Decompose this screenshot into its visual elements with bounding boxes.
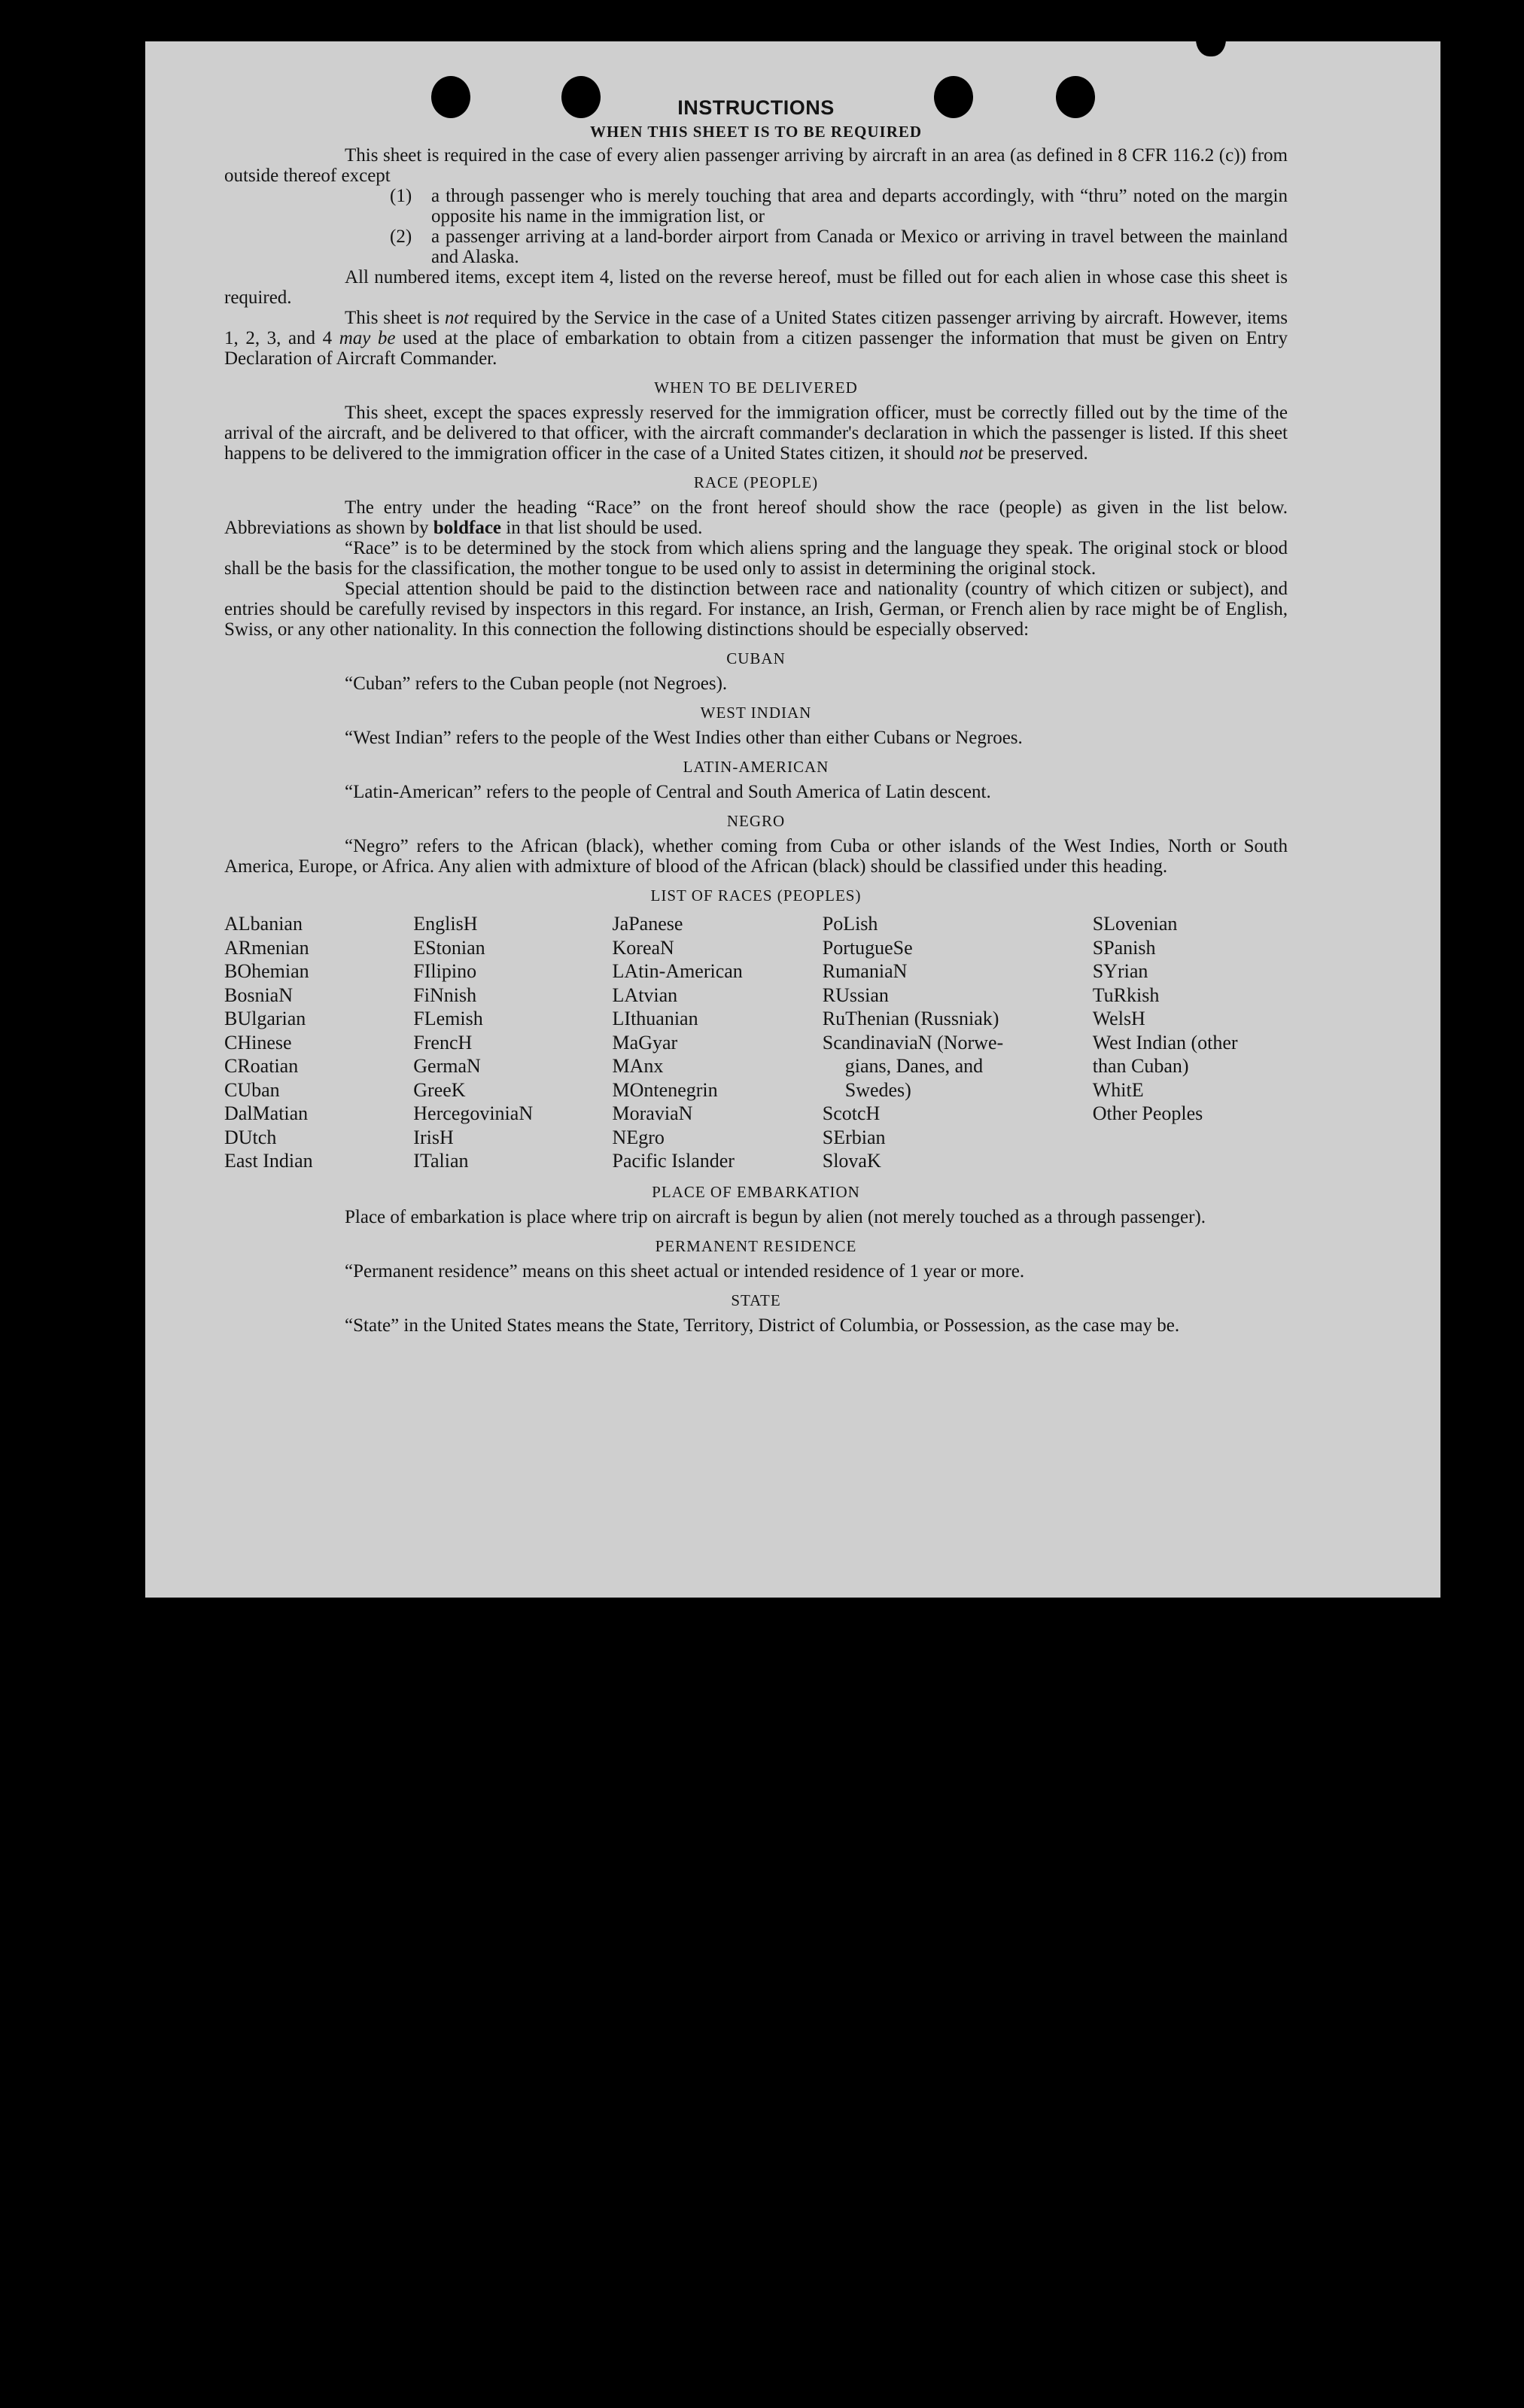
race-entry: LAtvian (612, 984, 678, 1006)
race-entry: FrencH (413, 1031, 473, 1054)
punch-hole (934, 76, 973, 118)
page-title: INSTRUCTIONS (677, 96, 835, 119)
race-entry: MOntenegrin (612, 1078, 718, 1101)
list-text: a passenger arriving at a land-border airport from Canada or Mexico or arriving in travel between the mainland and Alaska. (431, 227, 1288, 267)
paragraph: “Cuban” refers to the Cuban people (not Negroes). (345, 673, 728, 694)
races-column (823, 912, 1093, 1173)
race-entry: FIlipino (413, 960, 477, 982)
race-entry: PortugueSe (822, 936, 913, 959)
heading-races-list: LIST OF RACES (PEOPLES) (650, 886, 862, 905)
races-column (413, 912, 612, 1173)
text-run: This sheet, except the spaces expressly reserved for the immigration officer, must be correctly filled out by the time of the arrival of the aircraft, and be delivered to that officer, with the aircraft commander's declaration in which the passenger is listed. If this sheet happens to be delivered to the immigration officer in the case of a United States citizen, it should (224, 403, 1288, 464)
paragraph: Special attention should be paid to the distinction between race and nationality (country of which citizen or subject), and entries should be carefully revised by inspectors in this regard. For instance, an Irish, German, or French alien by race might be of English, Swiss, or any other nationality. In this connection the following distinctions should be especially observed: (224, 579, 1288, 640)
race-entry: ITalian (413, 1150, 469, 1172)
race-entry-continuation: Swedes) (844, 1078, 911, 1101)
race-entry: PoLish (822, 913, 878, 935)
list-text: a through passenger who is merely touching that area and departs accordingly, with “thru” noted on the margin opposite his name in the immigration list, or (431, 186, 1288, 227)
race-entry: JaPanese (612, 913, 683, 935)
paragraph: “Negro” refers to the African (black), whether coming from Cuba or other islands of the West Indies, North or South America, Europe, or Africa. Any alien with admixture of blood of the African (black) should be classified under this heading. (224, 836, 1288, 877)
punch-hole (561, 76, 601, 118)
race-entry: CRoatian (224, 1055, 299, 1077)
paragraph (224, 403, 1288, 464)
race-entry: GermaN (413, 1055, 481, 1077)
text-run: in that list should be used. (501, 518, 703, 538)
race-entry: MoraviaN (612, 1102, 693, 1124)
race-entry: ALbanian (224, 913, 303, 935)
bold-text: boldface (433, 518, 502, 538)
heading-embarkation: PLACE OF EMBARKATION (652, 1182, 860, 1201)
races-list (224, 912, 1288, 1173)
paragraph: “Latin-American” refers to the people of Central and South America of Latin descent. (345, 782, 991, 802)
list-number: (2) (390, 227, 412, 247)
heading-cuban: CUBAN (726, 649, 786, 667)
race-entry: SYrian (1092, 960, 1148, 982)
race-entry: LIthuanian (612, 1008, 698, 1029)
race-entry: BosniaN (224, 984, 293, 1006)
race-entry: West Indian (other (1092, 1031, 1238, 1054)
race-entry: EStonian (413, 936, 485, 959)
document-sheet (145, 41, 1440, 1598)
paragraph (224, 308, 1288, 369)
text-run: The entry under the heading “Race” on the front hereof should show the race (people) as given in the list below. Abbreviations as shown by (224, 497, 1288, 538)
list-item (224, 186, 1288, 227)
text-run: used at the place of embarkation to obtain from a citizen passenger the information that must be given on Entry Declaration of Aircraft Commander. (224, 328, 1288, 369)
race-entry: BUlgarian (224, 1008, 306, 1029)
race-entry: HercegoviniaN (413, 1102, 534, 1124)
race-entry: WelsH (1092, 1008, 1145, 1029)
corner-tear (1196, 19, 1226, 56)
heading-delivered: WHEN TO BE DELIVERED (654, 379, 858, 397)
race-entry: TuRkish (1092, 984, 1160, 1006)
race-entry: FiNnish (413, 984, 477, 1006)
paragraph (224, 497, 1288, 538)
heading-residence: PERMANENT RESIDENCE (655, 1236, 857, 1255)
race-entry: RumaniaN (822, 960, 908, 982)
heading-latin-american: LATIN-AMERICAN (683, 758, 829, 776)
text-run: required by the Service in the case of a United States citizen passenger arriving by aircraft. However, items 1, 2, 3, and 4 (224, 308, 1288, 348)
race-entry: RuThenian (Russniak) (822, 1008, 999, 1029)
race-entry: ARmenian (224, 936, 309, 959)
race-entry: FLemish (413, 1008, 483, 1029)
paragraph: “West Indian” refers to the people of the West Indies other than either Cubans or Negroes. (345, 728, 1023, 748)
race-entry: SErbian (822, 1126, 886, 1148)
race-entry: DalMatian (224, 1102, 309, 1124)
paragraph: All numbered items, except item 4, listed on the reverse hereof, must be filled out for each alien in whose case this sheet is required. (224, 267, 1288, 308)
races-column (224, 912, 413, 1173)
paragraph: “Permanent residence” means on this sheet actual or intended residence of 1 year or more. (345, 1260, 1025, 1282)
race-entry: DUtch (224, 1126, 277, 1148)
italic-text: not (959, 443, 984, 464)
race-entry: LAtin-American (612, 960, 743, 982)
race-entry: Pacific Islander (612, 1150, 735, 1172)
race-entry: MAnx (612, 1055, 664, 1077)
heading-race: RACE (PEOPLE) (693, 473, 819, 491)
text-run: This sheet is (345, 308, 445, 328)
race-entry: RUssian (822, 984, 889, 1006)
italic-text: may be (339, 328, 396, 348)
race-entry: SLovenian (1092, 913, 1178, 935)
race-entry: ScandinaviaN (Norwe- (822, 1031, 1004, 1054)
race-entry: MaGyar (612, 1031, 678, 1054)
paragraph: “State” in the United States means the State, Territory, District of Columbia, or Possession, as the case may be. (345, 1315, 1180, 1336)
race-entry: SPanish (1092, 936, 1156, 959)
race-entry: SlovaK (822, 1150, 881, 1172)
race-entry: East Indian (224, 1150, 313, 1172)
heading-negro: NEGRO (726, 812, 786, 830)
paragraph: Place of embarkation is place where trip on aircraft is begun by alien (not merely touched as a through passenger). (345, 1206, 1206, 1227)
italic-text: not (444, 308, 469, 328)
race-entry: IrisH (413, 1126, 454, 1148)
race-entry-continuation: than Cuban) (1092, 1055, 1189, 1077)
heading-west-indian: WEST INDIAN (700, 704, 812, 722)
race-entry: NEgro (612, 1126, 665, 1148)
race-entry: BOhemian (224, 960, 309, 982)
race-entry: Other Peoples (1092, 1102, 1203, 1124)
punch-hole (1056, 76, 1095, 118)
list-number: (1) (390, 186, 412, 206)
text-run: be preserved. (983, 443, 1088, 464)
punch-hole (431, 76, 470, 118)
race-entry: WhitE (1092, 1078, 1144, 1101)
race-entry: CHinese (224, 1031, 292, 1054)
list-item (224, 227, 1288, 267)
race-entry-continuation: gians, Danes, and (844, 1055, 984, 1077)
races-column (1093, 912, 1288, 1173)
race-entry: EnglisH (413, 913, 478, 935)
races-column (613, 912, 823, 1173)
paragraph: This sheet is required in the case of every alien passenger arriving by aircraft in an area (as defined in 8 CFR 116.2 (c)) from outside thereof except (224, 145, 1288, 186)
race-entry: CUban (224, 1078, 280, 1101)
race-entry: KoreaN (612, 936, 674, 959)
heading-required: WHEN THIS SHEET IS TO BE REQUIRED (589, 123, 923, 141)
race-entry: ScotcH (822, 1102, 881, 1124)
paragraph: “Race” is to be determined by the stock from which aliens spring and the language they speak. The original stock or blood shall be the basis for the classification, the mother tongue to be used only to assist in determining the original stock. (224, 538, 1288, 579)
race-entry: GreeK (413, 1078, 466, 1101)
heading-state: STATE (731, 1291, 781, 1309)
